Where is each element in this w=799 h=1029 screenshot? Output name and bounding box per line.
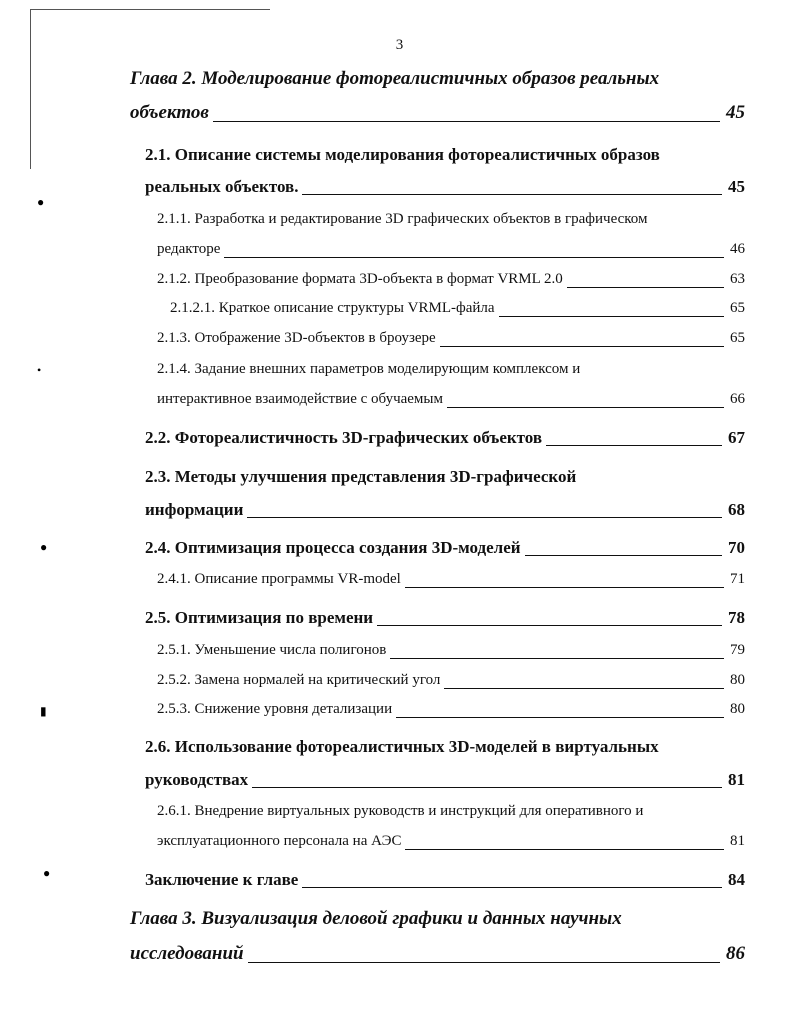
toc-entry-title: Заключение к главе	[145, 869, 299, 889]
toc-entry-title: 2.1. Описание системы моделирования фотореалистичных образов	[145, 144, 660, 164]
toc-leader-line	[440, 346, 724, 347]
toc-leader-line	[213, 121, 720, 122]
toc-entry-title-continued: редакторе	[157, 241, 221, 258]
toc-entry-title: 2.1.1. Разработка и редактирование 3D графических объектов в графическом	[157, 211, 648, 228]
toc-entry-title: 2.6.1. Внедрение виртуальных руководств и инструкций для оперативного и	[157, 803, 644, 820]
toc-leader-line	[405, 849, 724, 850]
toc-page-number: 70	[728, 537, 745, 557]
toc-leader-line	[302, 194, 722, 195]
toc-leader-line	[546, 445, 722, 446]
toc-entry-title-continued: исследований	[130, 943, 244, 965]
toc-page-number: 81	[728, 769, 745, 789]
toc-leader-line	[377, 625, 722, 626]
toc-entry-title: 2.3. Методы улучшения представления 3D-графической	[145, 466, 577, 486]
toc-page-number: 46	[730, 241, 745, 258]
toc-page-number: 78	[728, 607, 745, 627]
toc-leader-line	[247, 517, 722, 518]
toc-leader-line	[396, 717, 724, 718]
toc-entry-title: 2.1.3. Отображение 3D-объектов в броузере	[157, 330, 436, 347]
toc-leader-line	[444, 688, 724, 689]
toc-entry-title: 2.5.1. Уменьшение числа полигонов	[157, 642, 387, 659]
toc-entry-title-continued: интерактивное взаимодействие с обучаемым	[157, 391, 443, 408]
toc-leader-line	[499, 316, 724, 317]
toc-entry-title: 2.1.2. Преобразование формата 3D-объекта в формат VRML 2.0	[157, 271, 563, 288]
toc-page-number: 67	[728, 427, 745, 447]
toc-entry-title-continued: информации	[145, 499, 244, 519]
toc-entry-title-continued: реальных объектов.	[145, 176, 299, 196]
margin-mark: ●	[43, 866, 51, 880]
toc-page-number: 63	[730, 271, 745, 288]
toc-leader-line	[248, 962, 720, 963]
toc-entry-title: 2.4. Оптимизация процесса создания 3D-моделей	[145, 537, 521, 557]
toc-entry-title: 2.6. Использование фотореалистичных 3D-моделей в виртуальных	[145, 736, 659, 756]
toc-page-number: 65	[730, 300, 745, 317]
toc-page-number: 86	[726, 943, 745, 965]
toc-entry-title: 2.5.2. Замена нормалей на критический угол	[157, 672, 441, 689]
toc-entry-title-continued: руководствах	[145, 769, 249, 789]
toc-leader-line	[390, 658, 724, 659]
margin-mark: ●	[37, 195, 45, 209]
toc-page-number: 84	[728, 869, 745, 889]
margin-mark: ●	[40, 540, 48, 554]
scan-border-top	[30, 9, 270, 10]
toc-leader-line	[525, 555, 722, 556]
toc-entry-title-continued: эксплуатационного персонала на АЭС	[157, 833, 402, 850]
margin-mark: ▮	[40, 704, 47, 718]
toc-entry-title-continued: объектов	[130, 102, 209, 124]
toc-page-number: 71	[730, 571, 745, 588]
toc-leader-line	[252, 787, 722, 788]
toc-page-number: 81	[730, 833, 745, 850]
toc-entry-title: 2.2. Фотореалистичность 3D-графических объектов	[145, 427, 543, 447]
toc-entry-title: 2.5.3. Снижение уровня детализации	[157, 701, 393, 718]
toc-page-number: 79	[730, 642, 745, 659]
toc-entry-title: 2.1.2.1. Краткое описание структуры VRML-файла	[170, 300, 495, 317]
toc-leader-line	[447, 407, 724, 408]
toc-leader-line	[567, 287, 724, 288]
toc-page-number: 45	[728, 176, 745, 196]
toc-page-number: 80	[730, 672, 745, 689]
scan-border-left	[30, 9, 31, 169]
toc-leader-line	[302, 887, 722, 888]
toc-page-number: 68	[728, 499, 745, 519]
toc-page-number: 80	[730, 701, 745, 718]
margin-mark: •	[37, 363, 42, 377]
toc-leader-line	[224, 257, 724, 258]
toc-entry-title: 2.5. Оптимизация по времени	[145, 607, 374, 627]
toc-page-number: 66	[730, 391, 745, 408]
toc-page-number: 45	[726, 102, 745, 124]
toc-entry-title: Глава 3. Визуализация деловой графики и данных научных	[130, 908, 622, 930]
toc-leader-line	[405, 587, 724, 588]
toc-entry-title: Глава 2. Моделирование фотореалистичных образов реальных	[130, 68, 660, 90]
toc-entry-title: 2.1.4. Задание внешних параметров моделирующим комплексом и	[157, 361, 581, 378]
toc-page-number: 65	[730, 330, 745, 347]
page-number: 3	[395, 37, 404, 53]
toc-entry-title: 2.4.1. Описание программы VR-model	[157, 571, 401, 588]
